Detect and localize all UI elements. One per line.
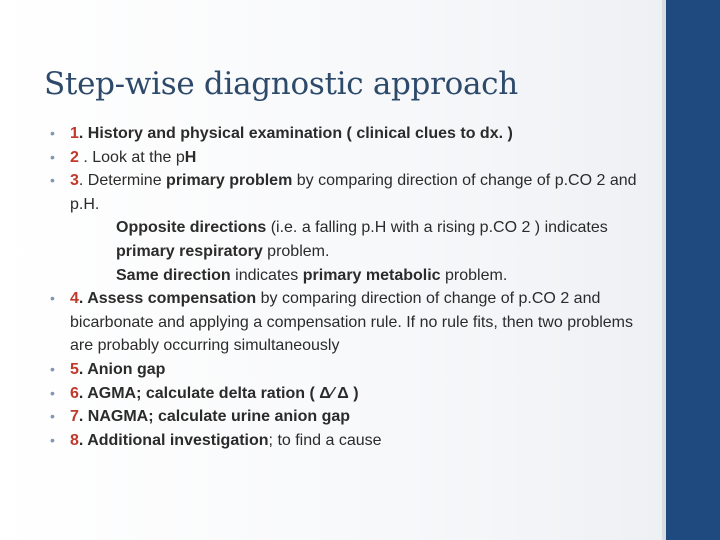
step-text: . Anion gap <box>78 360 166 378</box>
step-text: by comparing direction of change of p.CO 2 and bicarbonate and applying a compensation rule. If no rule fits, then two problems are probably occurring simultaneously <box>70 290 633 355</box>
step-number: 6 <box>70 384 79 402</box>
step-text: . Determine <box>78 172 167 190</box>
step-text: ; to find a cause <box>268 431 382 449</box>
side-accent-bar <box>666 0 720 540</box>
sub-point-text: (i.e. a falling p.H with a rising p.CO 2 ) indicates <box>266 219 608 237</box>
sub-point-text: problem. <box>262 242 330 260</box>
step-bold-text: . Assess compensation <box>78 290 257 308</box>
step-text: by comparing direction of change of p.CO 2 and p.H. <box>70 172 637 213</box>
list-item <box>48 169 644 287</box>
list-item <box>48 122 644 146</box>
step-number: 3 <box>70 172 79 190</box>
bullet-icon: • <box>50 125 55 141</box>
sub-point-text: problem. <box>440 266 508 284</box>
bullet-icon: • <box>50 408 55 425</box>
sub-point-opposite <box>70 216 644 263</box>
sub-point-bold: primary metabolic <box>302 266 441 284</box>
sub-point-bold: Same direction <box>116 266 231 284</box>
list-item <box>48 146 644 170</box>
bullet-icon: • <box>50 431 55 448</box>
step-text: . AGMA; calculate delta ration ( Δ⁄ Δ ) <box>78 384 359 402</box>
step-number: 1 <box>70 125 79 142</box>
step-text: . Look at the p <box>78 148 185 166</box>
bullet-icon: • <box>50 172 55 189</box>
bullet-list <box>48 122 644 452</box>
list-item <box>48 382 644 406</box>
list-item <box>48 358 644 382</box>
list-item <box>48 429 644 453</box>
step-number: 8 <box>70 431 79 449</box>
slide-content <box>48 122 644 452</box>
step-number: 2 <box>70 148 79 166</box>
list-item <box>48 287 644 358</box>
step-number: 5 <box>70 360 79 378</box>
bullet-icon: • <box>50 290 55 307</box>
step-number: 4 <box>70 290 79 308</box>
slide-title: Step-wise diagnostic approach <box>44 66 518 102</box>
step-text: . History and physical examination ( clinical clues to dx. ) <box>78 125 513 142</box>
sub-point-bold: Opposite directions <box>116 219 267 237</box>
step-bold-text: primary problem <box>166 172 293 190</box>
step-text: . NAGMA; calculate urine anion gap <box>78 408 351 426</box>
sub-point-same <box>70 264 644 288</box>
step-number: 7 <box>70 408 79 426</box>
sub-point-bold: primary respiratory <box>116 242 263 260</box>
bullet-icon: • <box>50 360 55 377</box>
sub-point-text: indicates <box>230 266 303 284</box>
step-bold-text: . Additional investigation <box>78 431 269 449</box>
step-bold-text: H <box>184 148 197 166</box>
list-item <box>48 405 644 429</box>
bullet-icon: • <box>50 384 55 401</box>
bullet-icon: • <box>50 148 55 165</box>
